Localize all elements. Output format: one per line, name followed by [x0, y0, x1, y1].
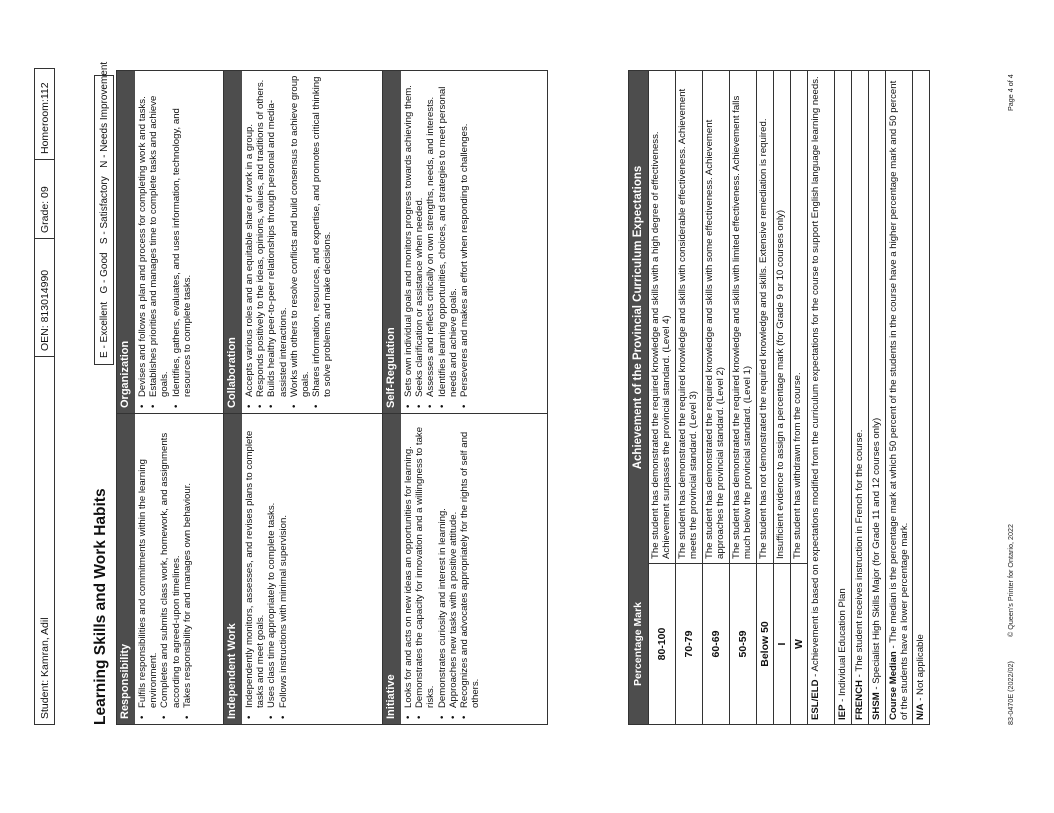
- note-text: - Not applicable: [915, 634, 926, 704]
- description-cell: The student has not demonstrated the required knowledge and skills. Extensive remediation is required.: [758, 118, 769, 559]
- list-item: • Identifies, gathers, evaluates, and uses information, technology, and resources to complete tasks.: [171, 75, 193, 397]
- description-cell: The student has demonstrated the required knowledge and skills with limited effectiveness. Achievement falls much below the provincial standard. (Level 1): [731, 95, 753, 559]
- list-item: • Perseveres and makes an effort when responding to challenges.: [459, 75, 470, 397]
- mark-cell: W: [791, 563, 807, 724]
- responsibility-box: [116, 413, 224, 725]
- note-text: - Achievement is based on expectations modified from the curriculum expectations for the course to support English language learning needs.: [810, 76, 821, 680]
- initiative-list: [403, 414, 481, 724]
- list-item: • Uses class time appropriately to complete tasks.: [266, 418, 277, 708]
- list-item: • Devises and follows a plan and process for completing work and tasks.: [137, 75, 148, 397]
- note-row: [868, 71, 885, 724]
- mark-cell: I: [774, 563, 790, 724]
- list-item: • Assesses and reflects critically on own strengths, needs, and interests.: [425, 75, 436, 397]
- list-item: • Shares information, resources, and expertise, and promotes critical thinking to solve problems and make decisions.: [311, 75, 333, 397]
- list-item: • Completes and submits class work, homework, and assignments according to agreed-upon timelines.: [159, 418, 181, 708]
- mark-cell: 50-59: [730, 563, 756, 724]
- mark-cell: 60-69: [703, 563, 729, 724]
- table-row: [790, 71, 807, 724]
- form-code: 83-0470E (2022/02): [1006, 661, 1015, 725]
- list-item: • Establishes priorities and manages time to complete tasks and achieve goals.: [148, 75, 170, 397]
- note-term: ESL/ELD: [810, 679, 821, 720]
- note-term: SHSM: [871, 692, 882, 720]
- note-term: IEP: [837, 704, 848, 720]
- note-row: [807, 71, 834, 724]
- list-item: • Demonstrates the capacity for innovation and a willingness to take risks.: [414, 418, 436, 708]
- note-row: [885, 71, 912, 724]
- description-cell: Insufficient evidence to assign a percentage mark (for Grade 9 or 10 courses only): [775, 209, 786, 559]
- list-item: • Responds positively to the ideas, opinions, values, and traditions of others.: [255, 75, 266, 397]
- description-cell: The student has demonstrated the required knowledge and skills with considerable effectiveness. Achievement meets the provincial standard. (Level 3): [677, 88, 699, 559]
- note-term: FRENCH: [854, 680, 865, 720]
- homeroom: Homeroom:112: [38, 82, 51, 154]
- organization-heading: Organization: [117, 71, 135, 413]
- independent-work-box: [223, 413, 383, 725]
- self-regulation-list: [403, 71, 470, 413]
- section-title: Learning Skills and Work Habits: [92, 488, 109, 725]
- description-cell: The student has demonstrated the required knowledge and skills with some effectiveness. Achievement approaches the provincial standard. (Level 2): [704, 119, 726, 559]
- responsibility-list: [137, 414, 193, 724]
- list-item: • Seeks clarification or assistance when needed.: [414, 75, 425, 397]
- note-row: [851, 71, 868, 724]
- table-header-row: [629, 71, 648, 724]
- copyright-notice: © Queen's Printer for Ontario, 2022: [1006, 524, 1015, 637]
- table-row: [675, 71, 702, 724]
- initiative-box: [382, 413, 548, 725]
- note-row: [834, 71, 851, 724]
- list-item: • Follows instructions with minimal supervision.: [278, 418, 289, 708]
- list-item: • Recognizes and advocates appropriately for the rights of self and others.: [459, 418, 481, 708]
- list-item: • Demonstrates curiosity and interest in learning.: [437, 418, 448, 708]
- student-name: Student: Kamran, Adil: [35, 356, 54, 724]
- percentage-mark-header: Percentage Mark: [632, 601, 644, 687]
- independent-work-list: [244, 414, 289, 724]
- self-regulation-heading: Self-Regulation: [383, 71, 401, 413]
- list-item: • Sets own individual goals and monitors progress towards achieving them.: [403, 75, 414, 397]
- note-text: - The student receives instruction in French for the course.: [854, 429, 865, 681]
- rating-legend: E - Excellent G - Good S - Satisfactory N - Needs Improvement: [94, 75, 114, 365]
- table-row: [648, 71, 675, 724]
- achievement-header: Achievement of the Provincial Curriculum Expectations: [632, 165, 644, 470]
- list-item: • Builds healthy peer-to-peer relationships through personal and media-assisted interactions.: [266, 75, 288, 397]
- note-text: - Individual Education Plan: [837, 588, 848, 705]
- description-cell: The student has withdrawn from the course.: [792, 372, 803, 559]
- list-item: • Works with others to resolve conflicts and build consensus to achieve group goals.: [289, 75, 311, 397]
- organization-box: [116, 70, 224, 414]
- initiative-heading: Initiative: [383, 414, 401, 724]
- note-text: - Specialist High Skills Major (for Grade 11 and 12 courses only): [871, 417, 882, 693]
- independent-work-heading: Independent Work: [224, 414, 242, 724]
- collaboration-heading: Collaboration: [224, 71, 242, 413]
- responsibility-heading: Responsibility: [117, 414, 135, 724]
- page-number: Page 4 of 4: [1006, 74, 1015, 111]
- collaboration-box: [223, 70, 383, 414]
- mark-cell: 70-79: [676, 563, 702, 724]
- self-regulation-box: [382, 70, 548, 414]
- list-item: • Accepts various roles and an equitable share of work in a group.: [244, 75, 255, 397]
- mark-cell: 80-100: [649, 563, 675, 724]
- description-cell: The student has demonstrated the required knowledge and skills with a high degree of effectiveness. Achievement surpasses the provincial standard. (Level 4): [650, 131, 672, 559]
- note-row: [912, 71, 929, 724]
- note-text: - The median is the percentage mark at which 50 percent of the students in the course have a higher percentage mark and 50 percent of the students have a lower percentage mark.: [888, 80, 910, 720]
- table-row: [702, 71, 729, 724]
- list-item: • Takes responsibility for and manages own behaviour.: [182, 418, 193, 708]
- list-item: • Identifies learning opportunities, choices, and strategies to meet personal needs and achieve goals.: [437, 75, 459, 397]
- grade-level: Grade: 09: [35, 159, 54, 238]
- table-row: [729, 71, 756, 724]
- mark-cell: Below 50: [757, 563, 773, 724]
- achievement-table: [628, 70, 930, 725]
- list-item: • Fulfils responsibilities and commitments within the learning environment.: [137, 418, 159, 708]
- list-item: • Approaches new tasks with a positive attitude.: [448, 418, 459, 708]
- list-item: • Independently monitors, assesses, and revises plans to complete tasks and meet goals.: [244, 418, 266, 708]
- oen-number: OEN: 813014990: [35, 238, 54, 356]
- note-term: N/A: [915, 703, 926, 720]
- table-row: [756, 71, 773, 724]
- note-term: Course Median: [888, 651, 899, 720]
- student-header: [34, 68, 55, 725]
- list-item: • Looks for and acts on new ideas an opportunities for learning.: [403, 418, 414, 708]
- organization-list: [137, 71, 193, 413]
- table-row: [773, 71, 790, 724]
- collaboration-list: [244, 71, 334, 413]
